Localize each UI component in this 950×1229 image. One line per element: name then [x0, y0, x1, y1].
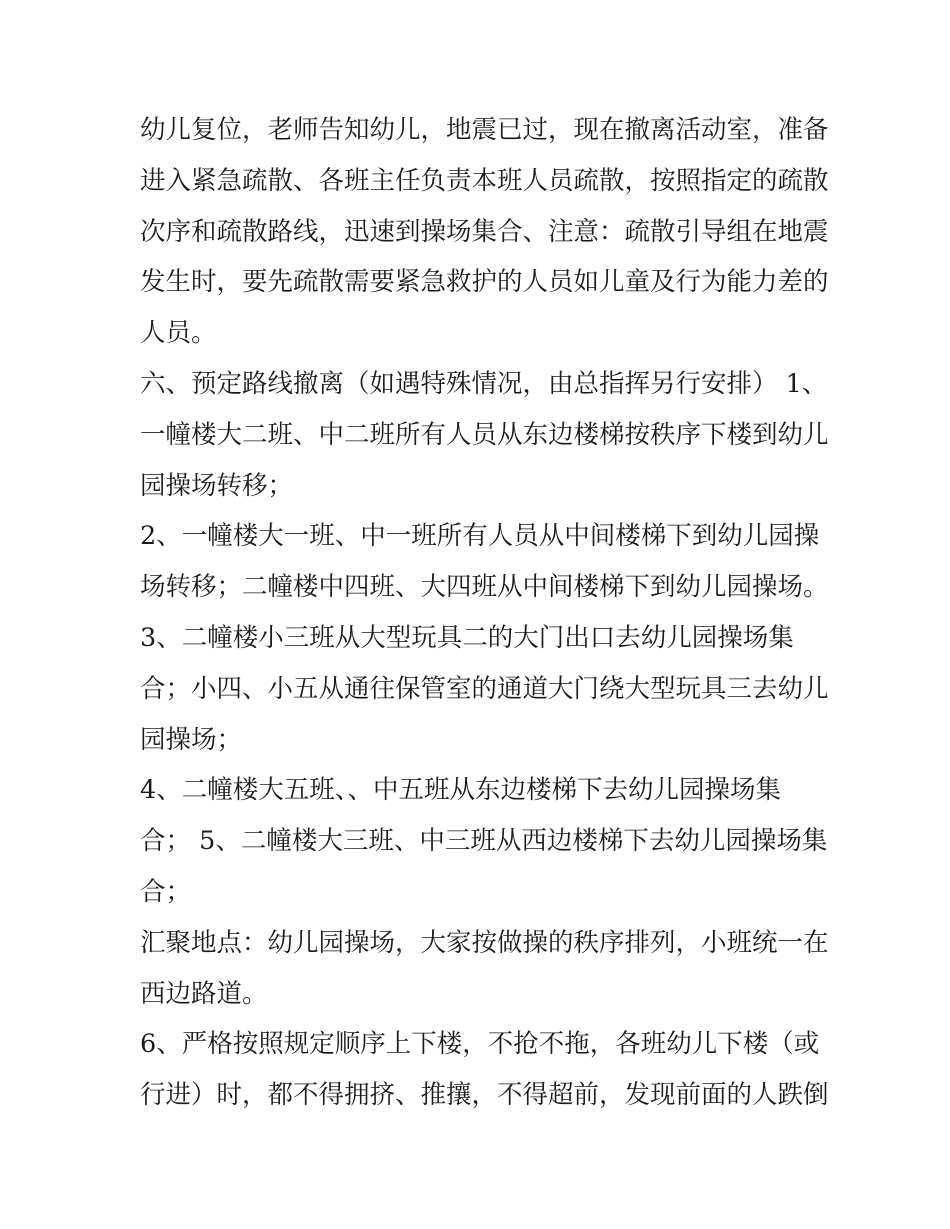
text-line: 场转移；二幢楼中四班、大四班从中间楼梯下到幼儿园操场。 [140, 572, 829, 603]
text-line: 4、二幢楼大五班、、中五班从东边楼梯下去幼儿园操场集 [140, 775, 781, 806]
text-line: 次序和疏散路线，迅速到操场集合、注意：疏散引导组在地震 [140, 216, 829, 247]
text-line: 进入紧急疏散、各班主任负责本班人员疏散，按照指定的疏散 [140, 165, 829, 196]
text-line: 一幢楼大二班、中二班所有人员从东边楼梯按秩序下楼到幼儿 [140, 419, 829, 450]
section-heading-line: 六、预定路线撤离（如遇特殊情况，由总指挥另行安排） 1、 [140, 368, 828, 399]
text-line: 园操场； [140, 724, 243, 755]
text-line: 行进）时，都不得拥挤、推攘，不得超前，发现前面的人跌倒 [140, 1080, 829, 1111]
text-line: 合； 5、二幢楼大三班、中三班从西边楼梯下去幼儿园操场集 [140, 826, 828, 857]
document-page [140, 105, 840, 1121]
text-line: 合；小四、小五从通往保管室的通道大门绕大型玩具三去幼儿 [140, 673, 829, 704]
text-line: 园操场转移； [140, 470, 294, 501]
text-line: 幼儿复位，老师告知幼儿，地震已过，现在撤离活动室，准备 [140, 115, 829, 145]
text-line: 汇聚地点：幼儿园操场，大家按做操的秩序排列，小班统一在 [140, 927, 829, 958]
text-line: 3、二幢楼小三班从大型玩具二的大门出口去幼儿园操场集 [140, 622, 794, 653]
text-line: 2、一幢楼大一班、中一班所有人员从中间楼梯下到幼儿园操 [140, 521, 820, 552]
text-line: 人员。 [140, 318, 217, 349]
text-line: 合； [140, 876, 192, 907]
text-line: 6、严格按照规定顺序上下楼，不抢不拖，各班幼儿下楼（或 [140, 1029, 820, 1060]
text-line: 发生时，要先疏散需要紧急救护的人员如儿童及行为能力差的 [140, 267, 829, 298]
text-line: 西边路道。 [140, 978, 268, 1009]
